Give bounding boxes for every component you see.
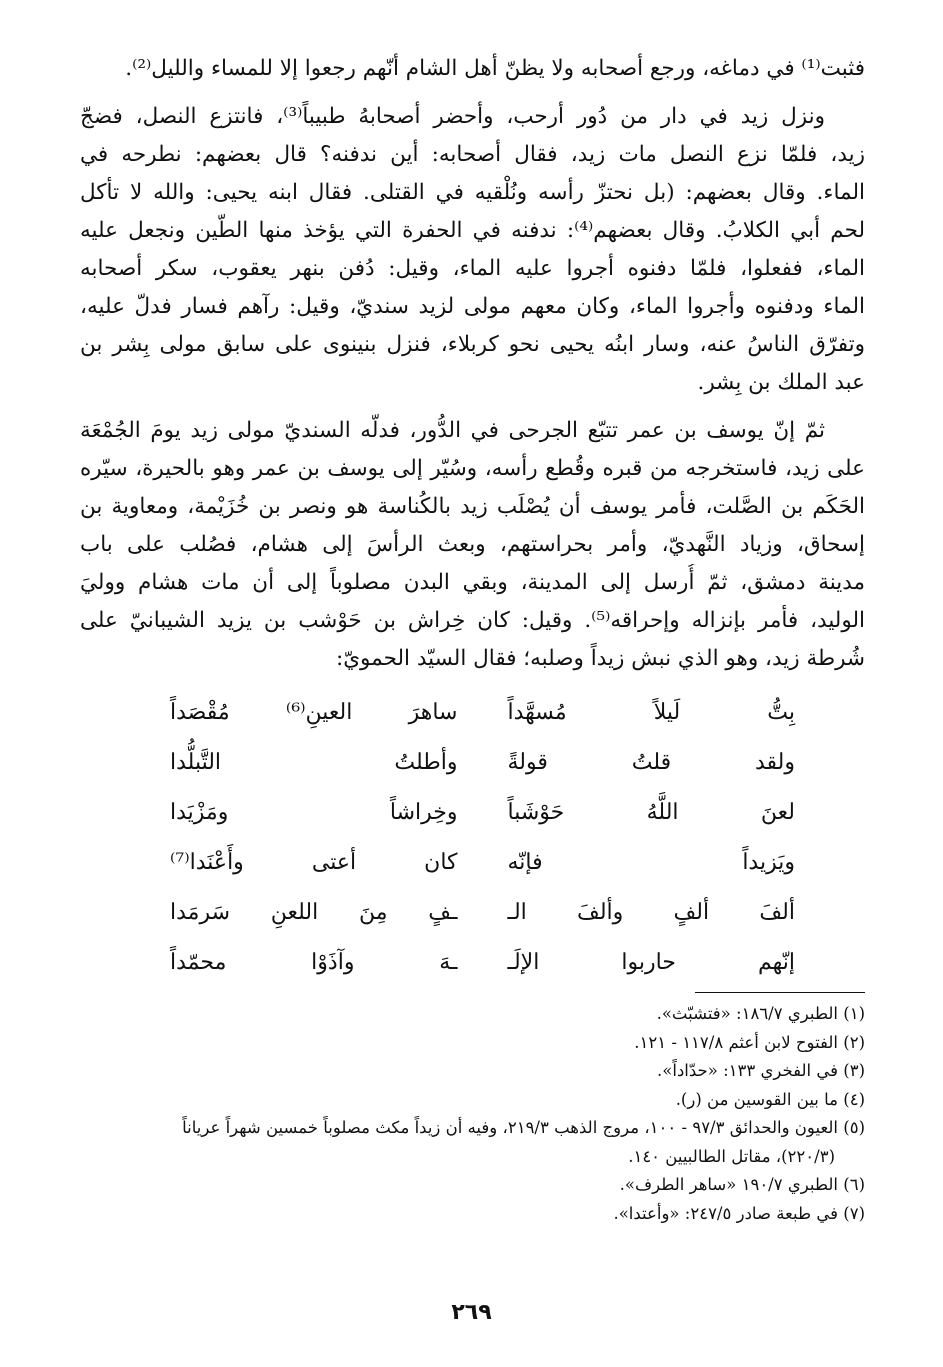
text-line: الماء ودفنوه وأجروا الماء، وكان معهم مولى لزيد سنديّ، وقيل: رآهم فسار فدلّ عليه، bbox=[80, 294, 865, 319]
text-line: ونزل زيد في دار من دُور أرحب، وأحضر أصحابهُ طبيباً⁽³⁾، فانتزع النصل، فضجّ bbox=[80, 104, 825, 129]
footnote-separator bbox=[695, 992, 865, 993]
text-line: مدينة دمشق، ثمّ أُرسل إلى المدينة، وبقي البدن مصلوباً إلى أن مات هشام ووليَ bbox=[80, 570, 865, 595]
text-line: وتفرّق الناسُ عنه، وسار ابنُه يحيى نحو كربلاء، فنزل بنينوى على سابق مولى بِشر بن bbox=[80, 332, 865, 357]
text-line: زيد، فلمّا نزع النصل مات زيد، فقال أصحابه: أين ندفنه؟ قال بعضهم: نطرحه في bbox=[80, 142, 865, 167]
text-line: الماء، ففعلوا، فلمّا دفنوه أجروا عليه الماء، وقيل: دُفن بنهر يعقوب، سكر أصحابه bbox=[80, 256, 865, 281]
poem-first-hemistich: إنّهم حاربوا الإلَـ bbox=[507, 950, 795, 975]
paragraph-1 bbox=[80, 50, 865, 88]
poem-verse bbox=[170, 688, 795, 738]
footnote: (٥) العيون والحدائق ٩٧/٣ - ١٠٠، مروج الذهب ٢١٩/٣، وفيه أن زيداً مكث مصلوباً خمسين شهراً عرياناً bbox=[182, 1118, 865, 1137]
poem-verse bbox=[170, 738, 795, 788]
poem-second-hemistich: ـهَ وآذَوْا محمّداً bbox=[170, 950, 458, 975]
footnote: (٦) الطبري ١٩٠/٧ «ساهر الطرف». bbox=[619, 1175, 865, 1194]
footnotes bbox=[70, 1000, 865, 1228]
text-line: لحم أبي الكلابُ. وقال بعضهم⁽⁴⁾: ندفنه في الحفرة التي يؤخذ منها الطّين ونجعل عليه bbox=[80, 218, 865, 243]
poem-second-hemistich: كان أعتى وأَعْنَدا⁽⁷⁾ bbox=[170, 850, 458, 875]
poem bbox=[170, 688, 795, 988]
poem-verse bbox=[170, 938, 795, 988]
poem-verse bbox=[170, 838, 795, 888]
poem-verse bbox=[170, 788, 795, 838]
text-line: إسحاق، وزياد النَّهديّ، وأمر بحراستهم، وبعث الرأسَ إلى هشام، فصُلب على باب bbox=[80, 532, 865, 557]
footnote: (٤) ما بين القوسين من (ر). bbox=[675, 1089, 865, 1109]
text-line: الماء. وقال بعضهم: (بل نحتزّ رأسه ونُلْقيه في القتلى. فقال ابنه يحيى: والله لا تأكل bbox=[80, 180, 865, 205]
footnote: (٣) في الفخري ١٣٣: «حدّاداً». bbox=[657, 1061, 865, 1080]
poem-first-hemistich: بِتُّ لَيلاً مُسهَّداً bbox=[507, 700, 795, 725]
footnote: (٢) الفتوح لابن أعثم ١١٧/٨ - ١٢١. bbox=[634, 1032, 865, 1052]
paragraph-3 bbox=[80, 412, 865, 678]
footnote: (٧) في طبعة صادر ٢٤٧/٥: «وأعتدا». bbox=[613, 1203, 865, 1223]
text-line: شُرطة زيد، وهو الذي نبش زيداً وصلبه؛ فقال السيّد الحمويّ: bbox=[335, 646, 865, 671]
poem-first-hemistich: ولقد قلتُ قولةً bbox=[507, 750, 795, 775]
text-line: الحَكَم بن الصَّلت، فأمر يوسف أن يُصْلَب زيد بالكُناسة هو ونصر بن خُزَيْمة، ومعاوية بن bbox=[80, 494, 865, 519]
text-line: الوليد، فأمر بإنزاله وإحراقه⁽⁵⁾. وقيل: كان خِراش بن حَوْشب بن يزيد الشيبانيّ على bbox=[80, 608, 865, 633]
page-body bbox=[80, 50, 865, 988]
page-number: ٢٦٩ bbox=[451, 1300, 492, 1325]
paragraph-2 bbox=[80, 98, 865, 402]
text-line: عبد الملك بن بِشر. bbox=[697, 370, 865, 395]
poem-second-hemistich: وخِراشاً ومَزْيَدا bbox=[170, 800, 458, 825]
poem-second-hemistich: ساهرَ العينِ⁽⁶⁾ مُقْصَداً bbox=[170, 700, 458, 725]
poem-first-hemistich: ويَزيداً فإنّه bbox=[507, 850, 795, 875]
poem-first-hemistich: لعنَ اللَّهُ حَوْشَباً bbox=[507, 800, 795, 825]
poem-second-hemistich: ـفٍ مِنَ اللعنِ سَرمَدا bbox=[170, 900, 458, 925]
footnote: (١) الطبري ١٨٦/٧: «فتشبّث». bbox=[656, 1004, 865, 1023]
footnote-continuation: (٢٢٠/٣)، مقاتل الطالبيين ١٤٠. bbox=[628, 1146, 835, 1166]
text-line: على زيد، فاستخرجه من قبره وقُطع رأسه، وسُيّر إلى يوسف بن عمر وهو بالحيرة، سيّره bbox=[80, 456, 865, 481]
text-line: ثمّ إنّ يوسف بن عمر تتبّع الجرحى في الدُّور، فدلّه السنديّ مولى زيد يومَ الجُمْعَة bbox=[80, 418, 825, 443]
text-line: فثبت⁽¹⁾ في دماغه، ورجع أصحابه ولا يظنّ أهل الشام أنّهم رجعوا إلا للمساء والليل⁽²⁾. bbox=[125, 56, 865, 81]
poem-first-hemistich: ألفَ ألفٍ وألفَ الـ bbox=[507, 900, 795, 925]
poem-verse bbox=[170, 888, 795, 938]
poem-second-hemistich: وأطلتُ التَّبلُّدا bbox=[170, 750, 458, 775]
